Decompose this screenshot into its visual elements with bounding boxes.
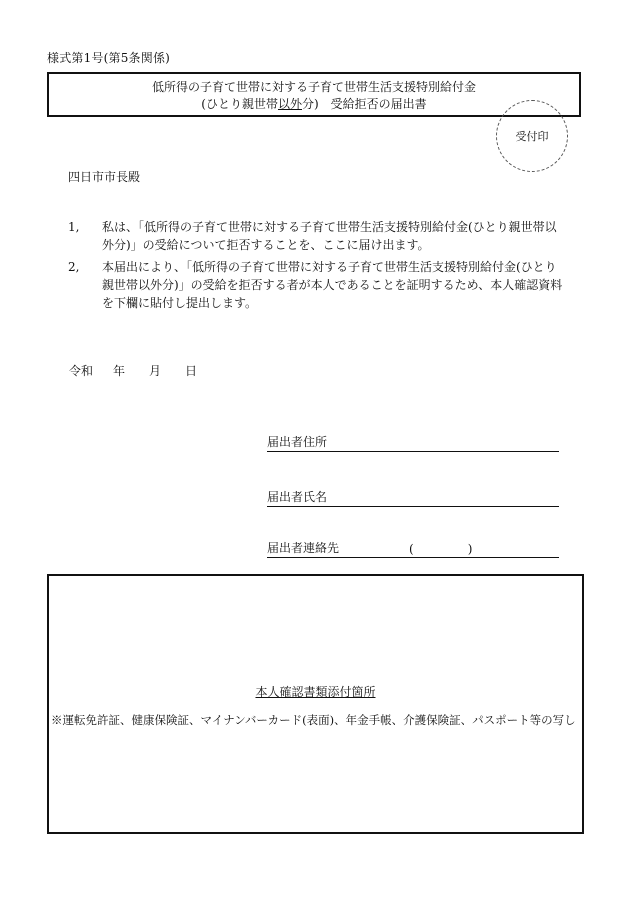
contact-label: 届出者連絡先 — [267, 541, 340, 555]
clause-1 — [68, 218, 568, 254]
reception-stamp-label: 受付印 — [515, 130, 549, 143]
address-field — [267, 434, 559, 452]
clause-2 — [68, 258, 568, 312]
title-line-2-suffix: 分) 受給拒否の届出書 — [302, 97, 427, 111]
paren-close: ) — [467, 542, 473, 556]
name-field — [267, 489, 559, 507]
title-box — [47, 72, 581, 117]
name-input[interactable] — [327, 490, 559, 506]
clause-number: 1, — [68, 220, 80, 234]
title-underlined-word: 以外 — [277, 97, 302, 111]
date-row[interactable] — [69, 362, 197, 379]
contact-field — [267, 540, 559, 558]
clause-list — [68, 218, 568, 316]
form-number: 様式第1号(第5条関係) — [47, 51, 171, 65]
title-line-2 — [49, 96, 579, 113]
date-month-label: 月 — [149, 364, 162, 378]
date-year-label: 年 — [113, 364, 126, 378]
paren-open: ( — [409, 542, 414, 556]
title-line-1: 低所得の子育て世帯に対する子育て世帯生活支援特別給付金 — [151, 80, 476, 94]
phone-input[interactable] — [472, 541, 559, 557]
date-day-label: 日 — [185, 364, 198, 378]
area-code-input[interactable] — [414, 540, 468, 556]
reception-stamp — [496, 100, 568, 172]
name-label: 届出者氏名 — [267, 490, 328, 504]
address-input[interactable] — [327, 435, 559, 451]
title-line-2-prefix: (ひとり親世帯 — [201, 97, 278, 111]
clause-text: 私は、「低所得の子育て世帯に対する子育て世帯生活支援特別給付金(ひとり親世帯以外分)」の受給について拒否することを、ここに届け出ます。 — [102, 220, 557, 252]
attachment-note: ※運転免許証、健康保険証、マイナンバーカード(表面)、年金手帳、介護保険証、パスポート等の写し — [51, 713, 576, 727]
attachment-title: 本人確認書類添付箇所 — [255, 685, 376, 699]
address-label: 届出者住所 — [267, 435, 328, 449]
contact-paren-group — [409, 540, 472, 557]
date-era: 令和 — [69, 364, 94, 378]
clause-text: 本届出により、「低所得の子育て世帯に対する子育て世帯生活支援特別給付金(ひとり親世帯以外分)」の受給を拒否する者が本人であることを証明するため、本人確認資料を下欄に貼付し提出します。 — [102, 260, 563, 310]
clause-number: 2, — [68, 260, 80, 274]
addressee: 四日市市長殿 — [68, 170, 141, 184]
attachment-box[interactable] — [47, 574, 584, 834]
